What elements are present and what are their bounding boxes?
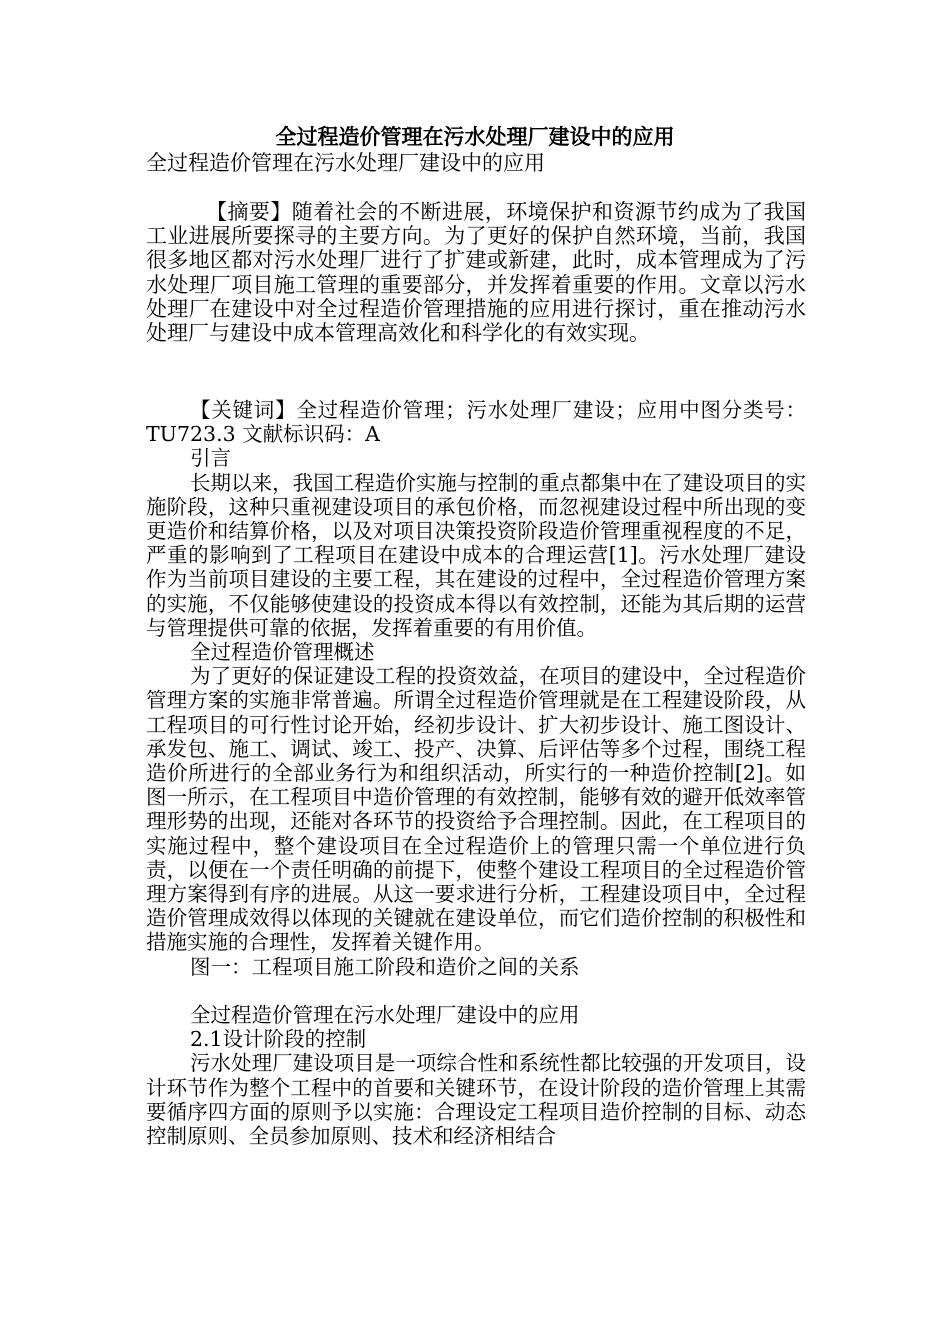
application-heading: 全过程造价管理在污水处理厂建设中的应用 [190,1003,580,1028]
section-2-1-heading: 2.1设计阶段的控制 [190,1027,367,1052]
keywords-paragraph: 【关键词】全过程造价管理；污水处理厂建设；应用中图分类号：TU723.3 文献标识码：A [146,398,806,447]
overview-paragraph: 为了更好的保证建设工程的投资效益，在项目的建设中，全过程造价管理方案的实施非常普遍。所谓全过程造价管理就是在工程建设阶段，从工程项目的可行性讨论开始，经初步设计、扩大初步设计、施工图设计、承发包、施工、调试、竣工、投产、决算、后评估等多个过程，围绕工程造价所进行的全部业务行为和组织活动，所实行的一种造价控制[2]。如图一所示，在工程项目中造价管理的有效控制，能够有效的避开低效率管理形势的出现，还能对各环节的投资给予合理控制。因此，在工程项目的实施过程中，整个建设项目在全过程造价上的管理只需一个单位进行负责，以便在一个责任明确的前提下，使整个建设工程项目的全过程造价管理方案得到有序的进展。从这一要求进行分析，工程建设项目中，全过程造价管理成效得以体现的关键就在建设单位，而它们造价控制的积极性和措施实施的合理性，发挥着关键作用。 [146,664,806,955]
intro-heading: 引言 [190,446,231,471]
document-subtitle: 全过程造价管理在污水处理厂建设中的应用 [146,151,545,175]
figure-caption: 图一：工程项目施工阶段和造价之间的关系 [190,954,580,979]
blank-line [146,979,806,1003]
abstract-paragraph: 【摘要】随着社会的不断进展，环境保护和资源节约成为了我国工业进展所要探寻的主要方向。为了更好的保护自然环境，当前，我国很多地区都对污水处理厂进行了扩建或新建，此时，成本管理成为了污水处理厂项目施工管理的重要部分，并发挥着重要的作用。文章以污水处理厂在建设中对全过程造价管理措施的应用进行探讨，重在推动污水处理厂与建设中成本管理高效化和科学化的有效实现。 [146,200,806,346]
section-2-1-paragraph: 污水处理厂建设项目是一项综合性和系统性都比较强的开发项目，设计环节作为整个工程中的首要和关键环节，在设计阶段的造价管理上其需要循序四方面的原则予以实施：合理设定工程项目造价控制的目标、动态控制原则、全员参加原则、技术和经济相结合 [146,1051,806,1149]
intro-paragraph: 长期以来，我国工程造价实施与控制的重点都集中在了建设项目的实施阶段，这种只重视建设项目的承包价格，而忽视建设过程中所出现的变更造价和结算价格，以及对项目决策投资阶段造价管理重视程度的不足，严重的影响到了工程项目在建设中成本的合理运营[1]。污水处理厂建设作为当前项目建设的主要工程，其在建设的过程中，全过程造价管理方案的实施，不仅能够使建设的投资成本得以有效控制，还能为其后期的运营与管理提供可靠的依据，发挥着重要的有用价值。 [146,470,806,640]
document-title: 全过程造价管理在污水处理厂建设中的应用 [275,124,675,149]
overview-heading: 全过程造价管理概述 [190,640,375,665]
body-text [146,398,806,1148]
